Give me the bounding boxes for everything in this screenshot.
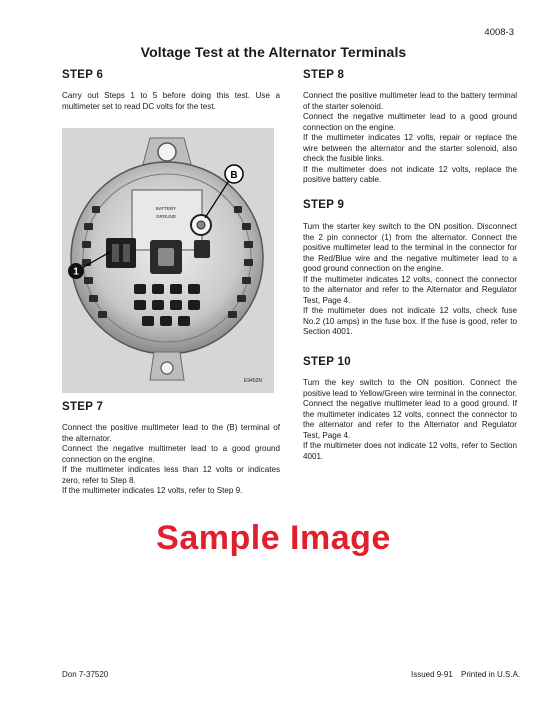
step-8-heading: STEP 8 xyxy=(303,69,345,81)
step-7-heading: STEP 7 xyxy=(62,401,104,413)
step-7-text xyxy=(62,423,280,497)
step-10-heading: STEP 10 xyxy=(303,356,351,368)
plate-text-battery: BATTERY xyxy=(155,206,177,211)
two-pin-connector xyxy=(106,238,136,268)
step-6-text xyxy=(62,91,280,112)
callout-b-label: B xyxy=(230,170,238,181)
step-9-paragraph-3: If the multimeter does not indicate 12 volts, check fuse No.2 (10 amps) in the fuse box. If the fuse is good, refer to Section 4001. xyxy=(303,306,517,336)
plate-text-ground: GROUND xyxy=(156,214,176,219)
page-title: Voltage Test at the Alternator Terminals xyxy=(140,44,407,60)
step-6-heading: STEP 6 xyxy=(62,69,104,81)
callout-1-label: 1 xyxy=(73,266,79,278)
alternator-illustration xyxy=(62,128,274,393)
step-10-text xyxy=(303,378,517,462)
step-8-paragraph-4: If the multimeter does not indicate 12 volts, replace the positive battery cable. xyxy=(303,164,517,184)
step-8-paragraph-1: Connect the positive multimeter lead to the battery terminal of the starter solenoid. xyxy=(303,91,517,111)
footer-issued: Issued 9-91 xyxy=(411,670,453,679)
page-number: 4008-3 xyxy=(484,27,514,38)
step-10-paragraph-2: If the multimeter does not indicate 12 volts, refer to Section 4001. xyxy=(303,441,517,461)
sample-watermark: Sample Image xyxy=(156,519,391,557)
step-7-paragraph-3: If the multimeter indicates less than 12 volts or indicates zero, refer to Step 8. xyxy=(62,465,280,485)
step-7-paragraph-4: If the multimeter indicates 12 volts, refer to Step 9. xyxy=(62,486,243,495)
step-9-paragraph-1: Turn the starter key switch to the ON position. Disconnect the 2 pin connector (1) from the alternator. Connect the positive multimeter lead to the terminal in the connector for the Red/Blue wire and the negative multimeter lead to a good ground connection on the engine. xyxy=(303,222,517,273)
step-7-paragraph-2: Connect the negative multimeter lead to a good ground connection on the engine. xyxy=(62,444,280,464)
step-9-heading: STEP 9 xyxy=(303,199,345,211)
step-9-text xyxy=(303,222,517,338)
footer-document-code: Don 7-37520 xyxy=(62,670,109,679)
step-8-paragraph-2: Connect the negative multimeter lead to a good ground connection on the engine. xyxy=(303,112,517,132)
footer-printed: Printed in U.S.A. xyxy=(461,670,521,679)
figure-code: E9452N xyxy=(243,378,262,384)
step-8-paragraph-3: If the multimeter indicates 12 volts, repair or replace the wire between the alternator and the starter solenoid, also check the fusible links. xyxy=(303,133,517,163)
step-6-paragraph: Carry out Steps 1 to 5 before doing this test. Use a multimeter set to read DC volts for the test. xyxy=(62,91,280,111)
step-9-paragraph-2: If the multimeter indicates 12 volts, connect the connector to the alternator and refer to the Alternator and Regulator Test, Page 4. xyxy=(303,274,517,305)
alternator-figure xyxy=(62,128,274,393)
mounting-hole xyxy=(158,143,176,161)
step-7-paragraph-1: Connect the positive multimeter lead to the (B) terminal of the alternator. xyxy=(62,423,280,443)
step-10-paragraph-1: Turn the key switch to the ON position. Connect the positive lead to Yellow/Green wire terminal in the connector. Connect the negative multimeter lead to a good ground. If the multimeter indicates 12 volts, connect the connector to the alternator and refer to the Alternator and Regulator Test, Page 4. xyxy=(303,378,517,440)
side-terminal xyxy=(194,240,210,258)
step-8-text xyxy=(303,91,517,186)
